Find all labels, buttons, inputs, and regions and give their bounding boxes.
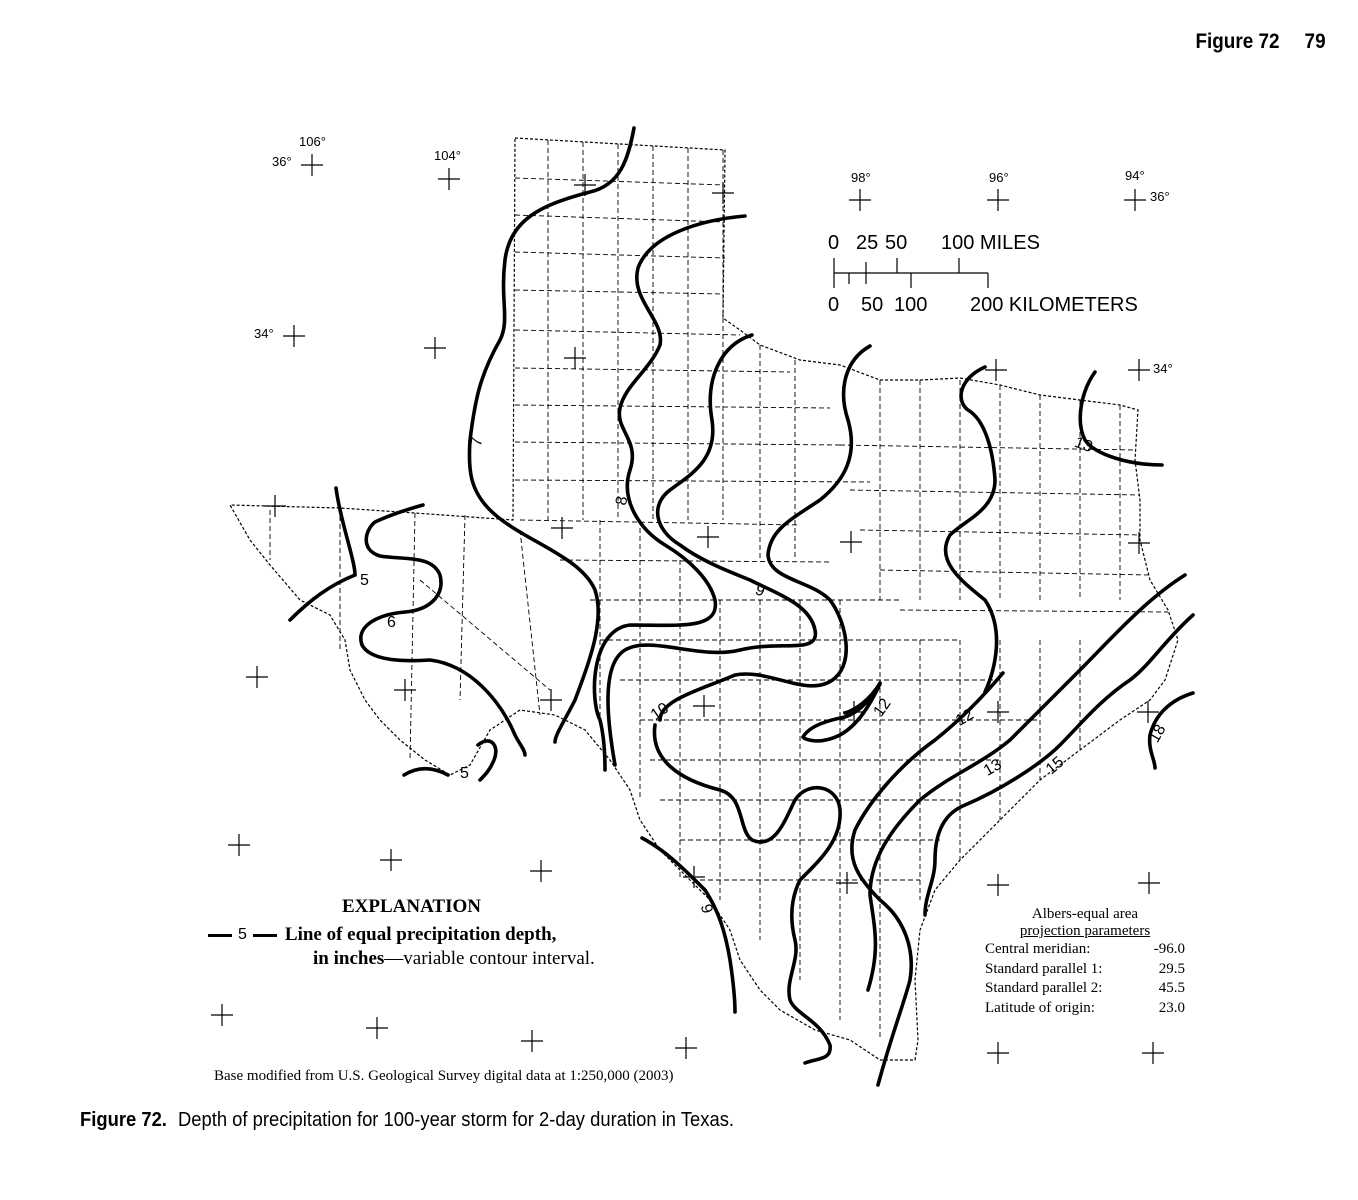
contour-label-18: 18 [1145,721,1170,746]
contour-label-12-a: 12 [870,695,895,720]
projection-value: 23.0 [1158,999,1185,1016]
projection-label: Central meridian: [985,941,1091,957]
contour-label-8: 8 [613,494,632,507]
scale-km-200: 200 KILOMETERS [970,294,1138,316]
scale-km-100: 100 [894,294,928,316]
projection-row [985,979,1185,999]
legend-interval-note: —variable contour interval. [384,948,595,969]
lon-94-label: 94° [1125,168,1145,183]
scale-mile-50: 50 [885,232,908,254]
legend-title: EXPLANATION [342,896,481,917]
projection-row [985,999,1185,1019]
contour-5-south [404,741,496,780]
caption-text: Depth of precipitation for 100-year storm for 2-day duration in Texas. [177,1109,735,1131]
contour-label-10: 10 [647,699,673,724]
base-source-note: Base modified from U.S. Geological Survey digital data at 1:250,000 (2003) [214,1068,674,1084]
map-legend [208,896,668,970]
contour-12-outer [852,673,1003,1085]
figure-caption [80,1109,734,1132]
projection-value: 45.5 [1158,980,1185,996]
projection-label: Latitude of origin: [985,999,1095,1016]
contour-9b [660,346,870,720]
legend-row [208,924,668,946]
scale-km-50: 50 [861,294,884,316]
page-number: 79 [1304,30,1326,53]
caption-figure-number: Figure 72. [80,1109,167,1131]
contour-label-9-south: 9 [696,902,716,916]
contour-12-spur [803,684,880,741]
lat-36-right-label: 36° [1150,189,1170,204]
lat-36-left-label: 36° [272,154,292,169]
lon-106-label: 106° [299,134,326,149]
lat-34-right-label: 34° [1153,361,1173,376]
lon-104-label: 104° [434,148,461,163]
projection-row [985,940,1185,960]
contour-13-top [1080,372,1162,465]
scale-mile-100: 100 MILES [941,232,1040,254]
projection-value: 29.5 [1158,960,1185,977]
legend-line-sample [208,926,277,944]
scale-mile-0: 0 [828,232,840,254]
lon-96-label: 96° [989,170,1009,185]
contour-12-top [945,367,996,692]
contour-label-12-b: 12 [952,706,977,730]
figure-label: Figure 72 [1195,30,1280,53]
contour-9 [608,335,815,765]
contour-label-5-west: 5 [360,572,369,589]
scale-mile-25: 25 [856,232,879,254]
lat-34-left-label: 34° [254,326,274,341]
contour-label-13-top: 13 [1072,434,1095,457]
projection-title: Albers-equal area [1031,906,1139,922]
projection-label: Standard parallel 1: [985,960,1103,977]
contour-10 [654,725,840,1063]
contour-label-6: 6 [387,614,396,631]
projection-parameters [985,906,1185,1018]
scale-bar [826,230,1166,320]
scale-km-0: 0 [828,294,840,316]
contour-label-9: 9 [752,581,768,601]
contour-label-7: 7 [468,435,487,448]
projection-subtitle: projection parameters [1019,923,1151,939]
legend-sample-value: 5 [238,926,247,943]
legend-line1: Line of equal precipitation depth, [284,924,557,945]
contour-label-5-south: 5 [460,765,469,782]
contour-6 [361,505,525,755]
contour-label-15: 15 [1042,753,1068,779]
projection-label: Standard parallel 2: [985,980,1103,996]
contour-8 [594,216,745,770]
projection-row [985,960,1185,980]
legend-line2 [313,948,668,970]
contour-label-13: 13 [980,756,1005,780]
legend-units: in inches [313,948,385,969]
lon-98-label: 98° [851,170,871,185]
contour-7 [469,128,634,742]
projection-value: -96.0 [1153,941,1185,957]
